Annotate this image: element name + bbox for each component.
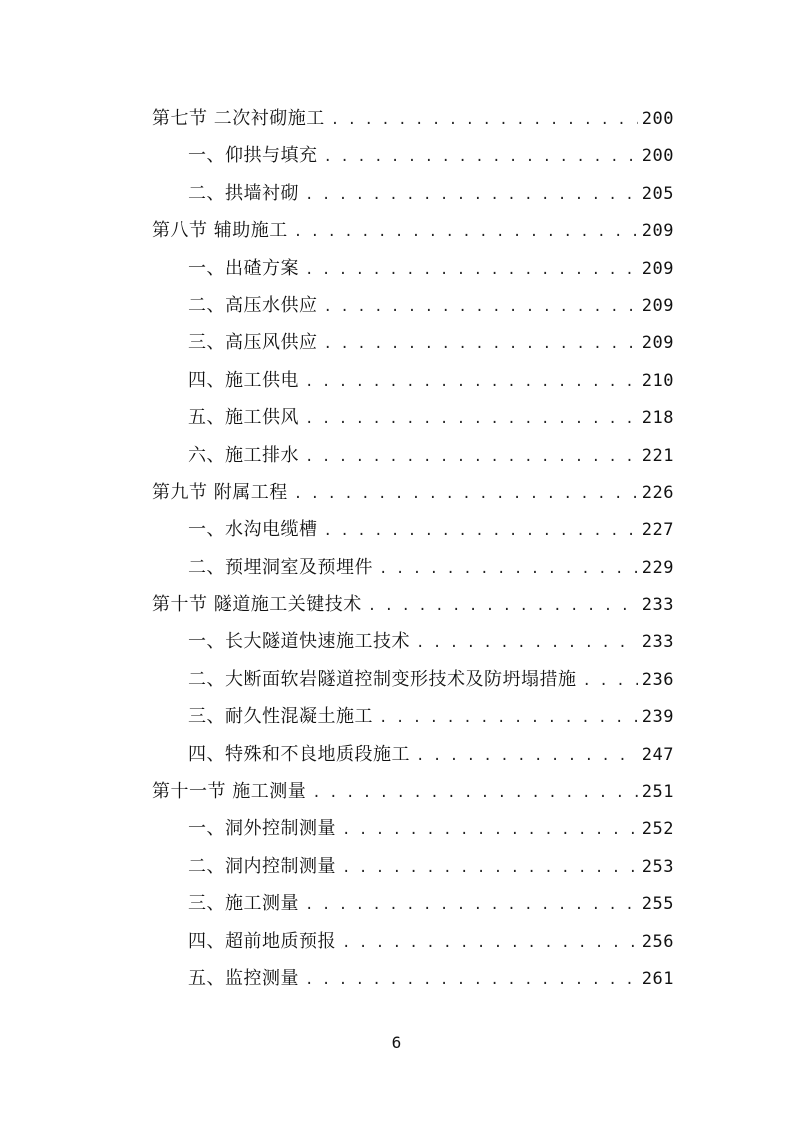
toc-subsection-row[interactable] [152,848,674,885]
toc-dot-leader [305,364,638,401]
toc-subsection-row[interactable] [152,362,674,399]
toc-section-row[interactable] [152,100,674,137]
toc-dot-leader [331,102,638,139]
toc-entry-label: 三、施工测量 [188,893,299,915]
toc-subsection-row[interactable] [152,661,674,698]
toc-section-row[interactable] [152,212,674,249]
toc-dot-leader [342,850,638,887]
toc-dot-leader [379,551,638,588]
toc-subsection-row[interactable] [152,250,674,287]
toc-entry-label: 二、大断面软岩隧道控制变形技术及防坍塌措施 [188,668,577,690]
toc-dot-leader [368,588,638,625]
toc-entry-label: 五、监控测量 [188,967,299,989]
toc-dot-leader [324,139,638,176]
toc-page-number: 200 [641,146,674,167]
toc-dot-leader [305,401,638,438]
toc-subsection-row[interactable] [152,511,674,548]
toc-dot-leader [324,289,638,326]
toc-entry-label: 二、洞内控制测量 [188,855,336,877]
toc-page-number: 233 [641,595,674,616]
toc-page-number: 251 [641,782,674,803]
toc-page-number: 226 [641,482,674,503]
toc-entry-label: 四、特殊和不良地质段施工 [188,743,410,765]
toc-subsection-row[interactable] [152,137,674,174]
toc-page-number: 255 [641,894,674,915]
toc-entry-label: 一、水沟电缆槽 [188,519,318,541]
toc-page-number: 227 [641,520,674,541]
toc-page-number: 229 [641,557,674,578]
toc-dot-leader [305,887,638,924]
toc-subsection-row[interactable] [152,437,674,474]
toc-entry-label: 一、洞外控制测量 [188,818,336,840]
toc-entry-label: 二、拱墙衬砌 [188,182,299,204]
toc-page-number: 209 [641,258,674,279]
toc-subsection-row[interactable] [152,698,674,735]
toc-entry-label: 第九节 附属工程 [152,481,288,503]
toc-subsection-row[interactable] [152,960,674,997]
toc-dot-leader [305,962,638,999]
toc-entry-label: 第十节 隧道施工关键技术 [152,594,362,616]
toc-page-number: 256 [641,931,674,952]
toc-page-number: 252 [641,819,674,840]
toc-page-number: 221 [641,445,674,466]
toc-dot-leader [416,625,638,662]
toc-section-row[interactable] [152,474,674,511]
toc-subsection-row[interactable] [152,736,674,773]
toc-entry-label: 一、长大隧道快速施工技术 [188,631,410,653]
toc-page-number: 210 [641,370,674,391]
toc-page-number: 209 [641,333,674,354]
toc-entry-label: 第八节 辅助施工 [152,220,288,242]
toc-dot-leader [312,775,638,812]
toc-entry-label: 第七节 二次衬砌施工 [152,108,325,129]
toc-subsection-row[interactable] [152,287,674,324]
toc-entry-label: 二、高压水供应 [188,294,318,316]
toc-section-row[interactable] [152,773,674,810]
table-of-contents [152,100,674,997]
toc-entry-label: 三、高压风供应 [188,332,318,354]
toc-entry-label: 四、超前地质预报 [188,930,336,952]
toc-entry-label: 五、施工供风 [188,407,299,429]
toc-entry-label: 一、仰拱与填充 [188,145,318,167]
toc-dot-leader [342,925,638,962]
toc-entry-label: 一、出碴方案 [188,257,299,279]
toc-page-number: 247 [641,744,674,765]
toc-page-number: 239 [641,707,674,728]
toc-dot-leader [324,513,638,550]
toc-subsection-row[interactable] [152,923,674,960]
toc-dot-leader [294,476,638,513]
toc-page-number: 233 [641,632,674,653]
toc-page-number: 261 [641,968,674,989]
toc-page-number: 200 [641,109,674,129]
toc-subsection-row[interactable] [152,623,674,660]
toc-entry-label: 第十一节 施工测量 [152,781,307,803]
toc-subsection-row[interactable] [152,885,674,922]
toc-dot-leader [342,812,638,849]
toc-entry-label: 二、预埋洞室及预埋件 [188,556,373,578]
toc-subsection-row[interactable] [152,175,674,212]
toc-entry-label: 四、施工供电 [188,369,299,391]
toc-dot-leader [416,738,638,775]
toc-page-number: 218 [641,408,674,429]
toc-dot-leader [294,214,638,251]
toc-subsection-row[interactable] [152,399,674,436]
toc-page-number: 236 [641,669,674,690]
toc-subsection-row[interactable] [152,324,674,361]
toc-page-number: 209 [641,295,674,316]
toc-page-number: 253 [641,856,674,877]
toc-page-number: 209 [641,221,674,242]
toc-page-number: 205 [641,183,674,204]
page-number: 6 [391,1033,402,1052]
toc-subsection-row[interactable] [152,810,674,847]
toc-subsection-row[interactable] [152,549,674,586]
toc-dot-leader [324,326,638,363]
toc-dot-leader [305,252,638,289]
toc-entry-label: 三、耐久性混凝土施工 [188,706,373,728]
toc-dot-leader [379,700,638,737]
toc-dot-leader [305,439,638,476]
toc-dot-leader [305,177,638,214]
toc-entry-label: 六、施工排水 [188,444,299,466]
toc-dot-leader [583,663,638,700]
toc-section-row[interactable] [152,586,674,623]
